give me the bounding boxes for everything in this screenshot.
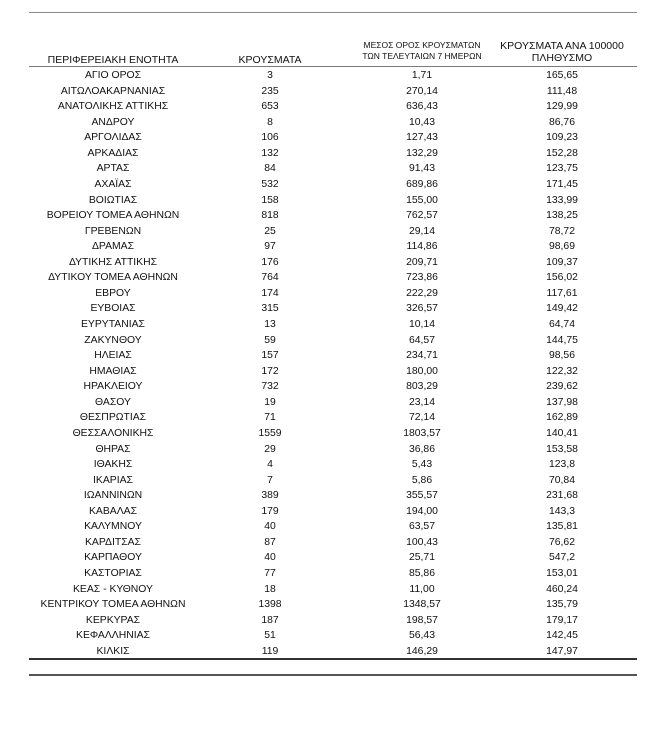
cell-region: ΗΡΑΚΛΕΙΟΥ xyxy=(83,381,143,393)
cell-cases: 4 xyxy=(267,459,273,471)
cell-cases-per-100k: 123,75 xyxy=(546,163,578,175)
header-avg-line1: ΜΕΣΟΣ ΟΡΟΣ ΚΡΟΥΣΜΑΤΩΝ xyxy=(363,40,481,50)
header-cases: ΚΡΟΥΣΜΑΤΑ xyxy=(238,54,302,66)
cell-cases-per-100k: 156,02 xyxy=(546,272,578,284)
cell-cases: 1559 xyxy=(258,427,282,439)
header-seven-day-average xyxy=(352,40,492,62)
table-row xyxy=(0,286,650,302)
cell-cases: 172 xyxy=(261,365,279,377)
cell-cases: 174 xyxy=(261,287,279,299)
cell-seven-day-average: 64,57 xyxy=(408,334,435,346)
cell-cases-per-100k: 231,68 xyxy=(546,490,578,502)
cell-cases: 389 xyxy=(261,490,279,502)
cell-cases: 40 xyxy=(264,521,276,533)
cell-cases: 13 xyxy=(264,319,276,330)
cell-region: ΘΕΣΠΡΩΤΙΑΣ xyxy=(79,412,147,424)
cell-cases: 315 xyxy=(261,303,279,315)
table-row xyxy=(0,301,650,317)
cell-cases: 18 xyxy=(264,583,276,595)
cell-cases-per-100k: 171,45 xyxy=(546,178,578,190)
cell-cases-per-100k: 239,62 xyxy=(546,381,578,393)
cell-cases-per-100k: 135,79 xyxy=(546,599,578,611)
cell-seven-day-average: 1,71 xyxy=(411,70,433,81)
cell-cases: 29 xyxy=(264,443,276,455)
table-row xyxy=(0,395,650,411)
cell-seven-day-average: 85,86 xyxy=(408,568,435,579)
header-cases-per-100k xyxy=(492,40,632,64)
cell-cases-per-100k: 149,42 xyxy=(546,303,578,315)
cell-region: ΑΝΑΤΟΛΙΚΗΣ ΑΤΤΙΚΗΣ xyxy=(57,101,169,113)
cell-cases: 7 xyxy=(267,474,273,486)
cell-seven-day-average: 270,14 xyxy=(406,85,438,97)
cell-seven-day-average: 29,14 xyxy=(408,225,435,237)
cell-seven-day-average: 326,57 xyxy=(406,303,438,315)
cell-region: ΔΥΤΙΚΗΣ ΑΤΤΙΚΗΣ xyxy=(68,256,158,268)
table-row xyxy=(0,628,650,644)
cell-cases: 106 xyxy=(261,132,279,144)
cell-region: ΕΥΡΥΤΑΝΙΑΣ xyxy=(81,319,145,330)
cell-region: ΖΑΚΥΝΘΟΥ xyxy=(84,334,142,346)
table-row xyxy=(0,613,650,629)
cell-seven-day-average: 11,00 xyxy=(409,583,435,595)
cell-cases-per-100k: 460,24 xyxy=(546,583,578,595)
cell-seven-day-average: 5,86 xyxy=(411,474,433,486)
cell-cases-per-100k: 78,72 xyxy=(548,225,575,237)
cell-seven-day-average: 127,43 xyxy=(406,132,438,144)
cell-cases-per-100k: 111,48 xyxy=(546,85,578,97)
cell-cases: 653 xyxy=(261,101,279,113)
cell-seven-day-average: 63,57 xyxy=(408,521,435,533)
table-row xyxy=(0,224,650,240)
cell-region: ΑΙΤΩΛΟΑΚΑΡΝΑΝΙΑΣ xyxy=(60,85,166,97)
cell-cases-per-100k: 147,97 xyxy=(546,645,578,657)
cell-seven-day-average: 723,86 xyxy=(406,272,438,284)
table-row xyxy=(0,457,650,473)
cell-seven-day-average: 762,57 xyxy=(406,210,438,222)
cell-cases: 71 xyxy=(264,412,276,424)
cell-cases: 157 xyxy=(261,350,279,362)
cell-region: ΒΟΡΕΙΟΥ ΤΟΜΕΑ ΑΘΗΝΩΝ xyxy=(46,210,180,222)
cell-cases-per-100k: 64,74 xyxy=(548,319,575,330)
cell-cases-per-100k: 179,17 xyxy=(546,614,578,626)
cell-seven-day-average: 25,71 xyxy=(408,552,435,564)
cell-region: ΑΓΙΟ ΟΡΟΣ xyxy=(84,70,142,81)
cell-cases-per-100k: 137,98 xyxy=(546,396,578,408)
cell-region: ΙΘΑΚΗΣ xyxy=(93,459,133,471)
cell-cases-per-100k: 138,25 xyxy=(546,210,578,222)
table-row xyxy=(0,115,650,131)
cell-cases-per-100k: 152,28 xyxy=(546,147,578,159)
cell-seven-day-average: 234,71 xyxy=(406,350,438,362)
cell-cases: 132 xyxy=(261,147,279,159)
header-divider xyxy=(29,66,637,67)
cell-cases: 51 xyxy=(264,630,276,642)
cell-cases: 532 xyxy=(261,178,279,190)
cell-seven-day-average: 1348,57 xyxy=(403,599,441,611)
cell-cases: 158 xyxy=(261,194,279,206)
cell-seven-day-average: 689,86 xyxy=(406,178,438,190)
table-row xyxy=(0,550,650,566)
cell-cases-per-100k: 70,84 xyxy=(548,474,575,486)
cell-region: ΚΑΛΥΜΝΟΥ xyxy=(84,521,142,533)
cell-region: ΗΜΑΘΙΑΣ xyxy=(89,365,137,377)
cell-cases-per-100k: 142,45 xyxy=(546,630,578,642)
cell-seven-day-average: 132,29 xyxy=(406,147,438,159)
cell-seven-day-average: 198,57 xyxy=(406,614,438,626)
cell-seven-day-average: 100,43 xyxy=(406,536,438,548)
cell-cases: 235 xyxy=(261,85,279,97)
cell-region: ΒΟΙΩΤΙΑΣ xyxy=(88,194,138,206)
cell-region: ΚΑΡΔΙΤΣΑΣ xyxy=(85,536,141,548)
cell-seven-day-average: 146,29 xyxy=(406,645,438,657)
cell-cases-per-100k: 117,61 xyxy=(546,287,578,299)
cell-cases: 97 xyxy=(264,241,276,253)
cell-cases: 732 xyxy=(261,381,279,393)
table-row xyxy=(0,519,650,535)
cell-cases: 8 xyxy=(267,116,273,128)
table-row xyxy=(0,504,650,520)
cell-cases-per-100k: 547,2 xyxy=(548,552,575,564)
cell-cases-per-100k: 109,37 xyxy=(546,256,578,268)
table-row xyxy=(0,193,650,209)
cell-cases: 3 xyxy=(267,70,273,81)
top-divider xyxy=(29,12,637,13)
cell-cases-per-100k: 153,58 xyxy=(546,443,578,455)
table-row xyxy=(0,208,650,224)
cell-region: ΚΕΑΣ - ΚΥΘΝΟΥ xyxy=(73,583,153,595)
cell-cases-per-100k: 122,32 xyxy=(546,365,578,377)
cell-cases-per-100k: 140,41 xyxy=(546,427,578,439)
table-row xyxy=(0,364,650,380)
table-row xyxy=(0,379,650,395)
cell-region: ΓΡΕΒΕΝΩΝ xyxy=(84,225,142,237)
cell-seven-day-average: 222,29 xyxy=(406,287,438,299)
cell-seven-day-average: 56,43 xyxy=(408,630,435,642)
table-row xyxy=(0,488,650,504)
table-row xyxy=(0,270,650,286)
cell-seven-day-average: 36,86 xyxy=(408,443,435,455)
header-region: ΠΕΡΙΦΕΡΕΙΑΚΗ ΕΝΟΤΗΤΑ xyxy=(47,54,179,66)
cell-cases-per-100k: 123,8 xyxy=(548,459,575,471)
cell-cases: 176 xyxy=(261,256,279,268)
cell-cases: 818 xyxy=(261,210,279,222)
table-row xyxy=(0,255,650,271)
cell-region: ΔΡΑΜΑΣ xyxy=(91,241,135,253)
cell-seven-day-average: 114,86 xyxy=(406,241,438,253)
table-row xyxy=(0,68,650,84)
cell-cases: 187 xyxy=(261,614,279,626)
cell-region: ΕΒΡΟΥ xyxy=(95,287,131,299)
cell-seven-day-average: 636,43 xyxy=(406,101,438,113)
cell-cases: 77 xyxy=(264,568,276,579)
cell-seven-day-average: 1803,57 xyxy=(403,427,441,439)
table-row xyxy=(0,239,650,255)
bottom-divider-lower xyxy=(29,674,637,676)
cell-region: ΑΡΓΟΛΙΔΑΣ xyxy=(84,132,142,144)
cell-cases: 84 xyxy=(264,163,276,175)
cell-cases: 1398 xyxy=(258,599,282,611)
cell-seven-day-average: 209,71 xyxy=(406,256,438,268)
cell-region: ΚΑΡΠΑΘΟΥ xyxy=(84,552,142,564)
cell-cases-per-100k: 98,56 xyxy=(548,350,575,362)
cell-cases: 25 xyxy=(264,225,276,237)
cell-cases-per-100k: 129,99 xyxy=(546,101,578,113)
table-row xyxy=(0,566,650,582)
cell-region: ΙΩΑΝΝΙΝΩΝ xyxy=(83,490,143,502)
cell-cases-per-100k: 162,89 xyxy=(546,412,578,424)
cell-cases-per-100k: 143,3 xyxy=(548,505,575,517)
cell-seven-day-average: 194,00 xyxy=(406,505,438,517)
cell-cases: 179 xyxy=(261,505,279,517)
cell-cases-per-100k: 133,99 xyxy=(546,194,578,206)
cell-region: ΔΥΤΙΚΟΥ ΤΟΜΕΑ ΑΘΗΝΩΝ xyxy=(48,272,178,284)
cell-seven-day-average: 180,00 xyxy=(406,365,438,377)
cell-region: ΑΡΚΑΔΙΑΣ xyxy=(87,147,139,159)
table-row xyxy=(0,177,650,193)
table-row xyxy=(0,426,650,442)
cell-seven-day-average: 155,00 xyxy=(406,194,438,206)
table-row xyxy=(0,161,650,177)
cell-region: ΘΑΣΟΥ xyxy=(95,396,131,408)
table-row xyxy=(0,582,650,598)
table-body xyxy=(0,68,650,659)
cell-cases-per-100k: 135,81 xyxy=(546,521,578,533)
cell-region: ΕΥΒΟΙΑΣ xyxy=(90,303,136,315)
table-row xyxy=(0,348,650,364)
cell-region: ΚΕΝΤΡΙΚΟΥ ΤΟΜΕΑ ΑΘΗΝΩΝ xyxy=(40,599,186,611)
cell-region: ΚΕΦΑΛΛΗΝΙΑΣ xyxy=(76,630,150,642)
table-row xyxy=(0,473,650,489)
cell-cases-per-100k: 165,65 xyxy=(546,70,578,81)
cell-region: ΚΑΒΑΛΑΣ xyxy=(88,505,138,517)
cell-cases: 87 xyxy=(264,536,276,548)
table-row xyxy=(0,535,650,551)
header-per-line2: ΠΛΗΘΥΣΜΟ xyxy=(531,52,593,64)
cell-cases-per-100k: 109,23 xyxy=(546,132,578,144)
table-row xyxy=(0,442,650,458)
cell-region: ΚΙΛΚΙΣ xyxy=(96,645,130,657)
cell-seven-day-average: 10,14 xyxy=(408,319,435,330)
header-per-line1: ΚΡΟΥΣΜΑΤΑ ΑΝΑ 100000 xyxy=(500,40,624,52)
header-avg-line2: ΤΩΝ ΤΕΛΕΥΤΑΙΩΝ 7 ΗΜΕΡΩΝ xyxy=(362,51,482,61)
cell-seven-day-average: 803,29 xyxy=(406,381,438,393)
cell-region: ΙΚΑΡΙΑΣ xyxy=(93,474,133,486)
cell-seven-day-average: 10,43 xyxy=(408,116,435,128)
cell-region: ΑΡΤΑΣ xyxy=(96,163,130,175)
table-row xyxy=(0,317,650,333)
table-row xyxy=(0,333,650,349)
cell-cases: 40 xyxy=(264,552,276,564)
cell-seven-day-average: 355,57 xyxy=(406,490,438,502)
table-row xyxy=(0,99,650,115)
bottom-divider xyxy=(29,658,637,660)
table-row xyxy=(0,410,650,426)
cell-region: ΚΕΡΚΥΡΑΣ xyxy=(85,614,141,626)
cell-cases-per-100k: 98,69 xyxy=(548,241,575,253)
cell-region: ΘΕΣΣΑΛΟΝΙΚΗΣ xyxy=(72,427,154,439)
cell-cases-per-100k: 153,01 xyxy=(546,568,578,579)
cell-cases-per-100k: 144,75 xyxy=(546,334,578,346)
cell-seven-day-average: 5,43 xyxy=(411,459,433,471)
table-row xyxy=(0,146,650,162)
cell-region: ΑΧΑΪΑΣ xyxy=(94,178,132,190)
cell-region: ΗΛΕΙΑΣ xyxy=(94,350,132,362)
table-row xyxy=(0,597,650,613)
cell-seven-day-average: 23,14 xyxy=(408,396,435,408)
cell-cases-per-100k: 86,76 xyxy=(548,116,575,128)
cell-region: ΚΑΣΤΟΡΙΑΣ xyxy=(84,568,142,579)
cell-region: ΘΗΡΑΣ xyxy=(95,443,131,455)
cell-cases: 764 xyxy=(261,272,279,284)
cell-cases-per-100k: 76,62 xyxy=(548,536,575,548)
cell-seven-day-average: 91,43 xyxy=(408,163,435,175)
cell-cases: 19 xyxy=(264,396,276,408)
cell-cases: 119 xyxy=(261,645,279,657)
table-row xyxy=(0,84,650,100)
cell-seven-day-average: 72,14 xyxy=(408,412,435,424)
cell-region: ΑΝΔΡΟΥ xyxy=(91,116,135,128)
cell-cases: 59 xyxy=(264,334,276,346)
table-row xyxy=(0,130,650,146)
